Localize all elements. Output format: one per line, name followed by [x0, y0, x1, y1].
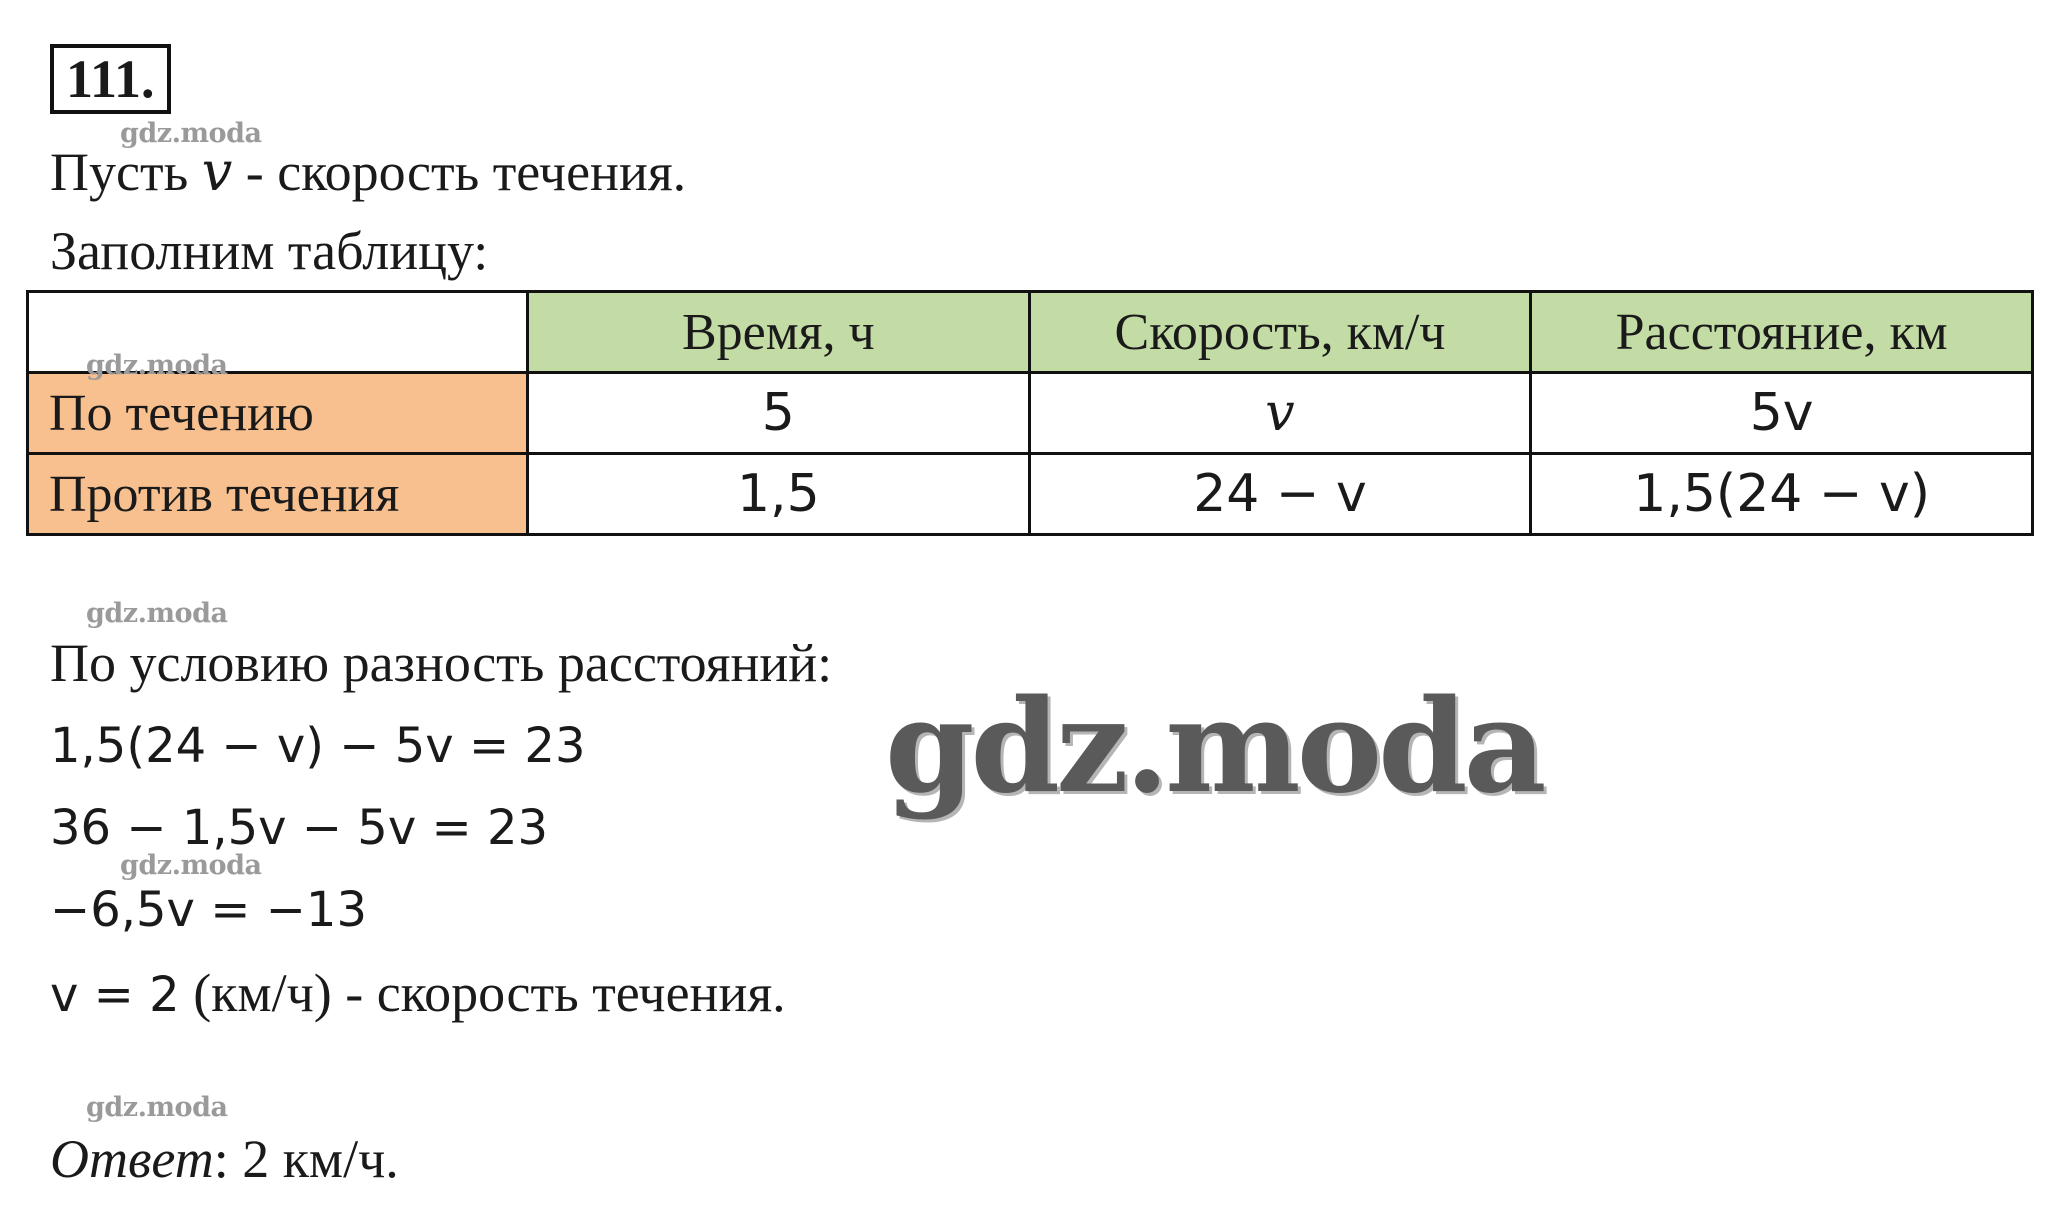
table-intro: Заполним таблицу:: [50, 221, 489, 281]
result-math: v = 2: [50, 967, 180, 1023]
intro-prefix: Пусть: [50, 142, 202, 202]
data-table: [26, 290, 2034, 536]
answer-text: : 2 км/ч.: [213, 1129, 399, 1189]
watermark-small: gdz.moda: [120, 850, 262, 881]
cell-downstream-distance: 5v: [1531, 373, 2033, 454]
watermark-small: gdz.moda: [86, 350, 228, 381]
cell-upstream-speed: 24 − v: [1029, 454, 1531, 535]
intro-variable: v: [201, 140, 233, 203]
cell-downstream-time: 5: [528, 373, 1030, 454]
watermark-small: gdz.moda: [120, 118, 262, 149]
header-time: Время, ч: [528, 292, 1030, 373]
table-row: [28, 454, 2033, 535]
header-distance: Расстояние, км: [1531, 292, 2033, 373]
watermark-large: gdz.moda: [885, 672, 1543, 822]
header-speed: Скорость, км/ч: [1029, 292, 1531, 373]
table-header-row: [28, 292, 2033, 373]
cell-upstream-distance: 1,5(24 − v): [1531, 454, 2033, 535]
cell-upstream-time: 1,5: [528, 454, 1030, 535]
problem-number: 111.: [50, 44, 171, 114]
result-text: (км/ч) - скорость течения.: [179, 963, 786, 1023]
result-line: [50, 962, 786, 1024]
answer-label: Ответ: [50, 1129, 214, 1189]
answer-line: [50, 1128, 399, 1190]
row-label-downstream: По течению: [28, 373, 528, 454]
watermark-small: gdz.moda: [86, 1092, 228, 1123]
equation-1: 1,5(24 − v) − 5v = 23: [50, 718, 586, 774]
row-label-upstream: Против течения: [28, 454, 528, 535]
table-row: [28, 373, 2033, 454]
equation-2: 36 − 1,5v − 5v = 23: [50, 800, 549, 856]
watermark-small: gdz.moda: [86, 598, 228, 629]
intro-suffix: - скорость течения.: [232, 142, 687, 202]
equation-3: −6,5v = −13: [50, 882, 367, 938]
intro-line: [50, 140, 686, 203]
cell-downstream-speed: v: [1029, 373, 1531, 454]
condition-line: По условию разность расстояний:: [50, 633, 833, 693]
